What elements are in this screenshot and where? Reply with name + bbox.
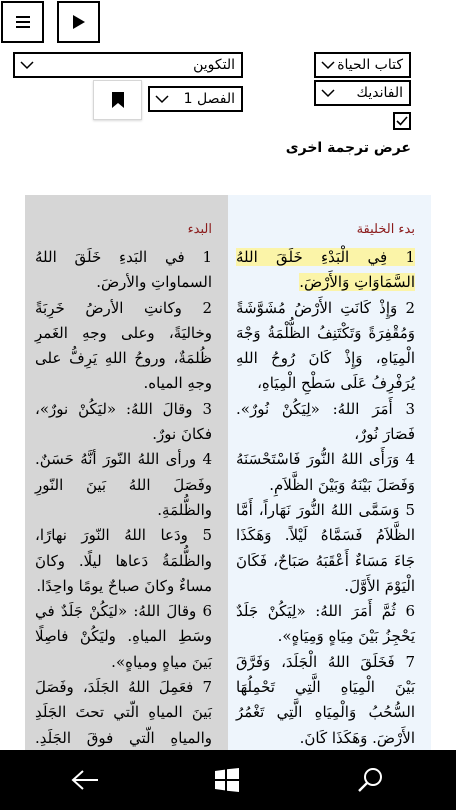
search-icon [357, 767, 383, 793]
chapter-select[interactable] [148, 86, 243, 112]
back-arrow-icon [71, 769, 99, 791]
play-icon [72, 14, 86, 30]
chevron-down-icon [20, 60, 34, 70]
bookmark-icon [112, 92, 124, 108]
secondary-translation-panel[interactable] [25, 195, 228, 750]
chevron-down-icon [155, 94, 169, 104]
bookmark-button[interactable] [93, 80, 142, 120]
translation-select[interactable] [314, 80, 411, 106]
verse-1[interactable]: 1 في البَدءِ خَلَقَ اللهُ السماواتِ والأرضَ. [35, 248, 212, 292]
other-translation-label: عرض ترجمة اخرى [285, 140, 411, 156]
chevron-down-icon [321, 88, 335, 98]
chapter-value: الفصل 1 [183, 91, 235, 107]
back-button[interactable] [55, 750, 115, 810]
hamburger-icon [16, 15, 30, 29]
verse-4[interactable]: 4 وَرَأَى اللهُ النُّورَ فَاسْتَحْسَنَهُ وَفَصَلَ بَيْنَهُ وَبَيْنَ الظَّلاَمِ. [236, 450, 415, 494]
book-select[interactable] [13, 52, 243, 78]
book-value: التكوين [193, 57, 235, 73]
section-heading: بدء الخليقة [356, 222, 415, 237]
verse-1-highlighted[interactable] [236, 245, 415, 296]
chevron-down-icon [321, 60, 335, 70]
primary-translation-panel[interactable] [228, 195, 431, 750]
verse-3[interactable]: 3 أَمَرَ اللهُ: «لِيَكُنْ نُورٌ». فَصَارَ نُورٌ، [236, 399, 415, 444]
book-collection-select[interactable] [314, 52, 411, 78]
verse-6[interactable]: 6 ثُمَّ أَمَرَ اللهُ: «لِيَكُنْ جَلَدٌ يَحْجِزُ بَيْنَ مِيَاهٍ وَمِيَاهٍ». [236, 602, 415, 646]
highlighted-verse-text: 1 فِي الْبَدْءِ خَلَقَ اللهُ السَّمَاوَاتِ وَالأَرْضَ. [236, 248, 415, 292]
start-button[interactable] [197, 750, 257, 810]
verse-7[interactable]: 7 فَخَلَقَ اللهُ الْجَلَدَ، وَفَرَّقَ بَيْنَ الْمِيَاهِ الَّتِي تَحْمِلُهَا السُّحُبُ وَالْمِيَاهِ الَّتِي تَغْمُرُ الأَرْضَ. وَهَكَذَا كَانَ. [236, 652, 415, 747]
search-button[interactable] [340, 750, 400, 810]
verse-7[interactable]: 7 فعَمِلَ اللهُ الجَلَدَ، وفَصَلَ بَينَ المياهِ الّتي تحتَ الجَلَدِ والمياهِ الّتي فوقَ الجَلَدِ. [35, 678, 212, 747]
windows-start-icon [215, 768, 239, 792]
translation-value: الفانديك [356, 85, 403, 101]
verse-4[interactable]: 4 ورأى اللهُ النّورَ أنَّهُ حَسَنٌ. وفَصَلَ اللهُ بَينَ النّورِ والظُّلمَةِ. [35, 450, 212, 519]
verse-2[interactable]: 2 وكانتِ الأرضُ خَرِبَةً وخاليَةً، وعلى وجهِ الغَمرِ ظُلمَةٌ، وروحُ اللهِ يَرِفُّ على وجهِ المياه. [35, 298, 212, 393]
book-collection-value: كتاب الحياة [337, 57, 403, 73]
other-translation-checkbox[interactable] [393, 112, 411, 130]
section-heading: البدء [187, 222, 212, 237]
verse-2[interactable]: 2 وَإِذْ كَانَتِ الأَرْضُ مُشَوَّشَةً وَمُقْفِرَةً وَتَكْتَنِفُ الظُّلْمَةُ وَجْهَ الْمِيَاهِ، وَإِذْ كَانَ رُوحُ اللهِ يُرَفْرِفُ عَلَى سَطْحِ الْمِيَاهِ، [236, 298, 415, 393]
system-navigation-bar [0, 750, 456, 810]
verse-5[interactable]: 5 ودَعا اللهُ النّورَ نهارًا، والظُّلمَةُ دَعاها ليلًا. وكانَ مساءٌ وكانَ صباحٌ يومًا واحِدًا. [35, 526, 212, 595]
verse-3[interactable]: 3 وقالَ اللهُ: «ليَكُنْ نورٌ»، فكانَ نورٌ. [35, 399, 212, 444]
play-button[interactable] [57, 1, 100, 43]
verse-6[interactable]: 6 وقالَ اللهُ: «ليَكُنْ جَلَدٌ في وسَطِ المياهِ. وليَكُنْ فاصِلًا بَينَ مياهٍ ومياهٍ». [35, 602, 212, 671]
checkmark-icon [396, 115, 408, 127]
verse-5[interactable]: 5 وَسَمَّى اللهُ النُّورَ نَهَاراً، أَمَّا الظَّلاَمُ فَسَمَّاهُ لَيْلاً. وَهَكَذَا جَاءَ مَسَاءٌ أَعْقَبَهُ صَبَاحٌ، فَكَانَ الْيَوْمَ الأَوَّلَ. [236, 500, 415, 595]
menu-button[interactable] [1, 1, 44, 43]
